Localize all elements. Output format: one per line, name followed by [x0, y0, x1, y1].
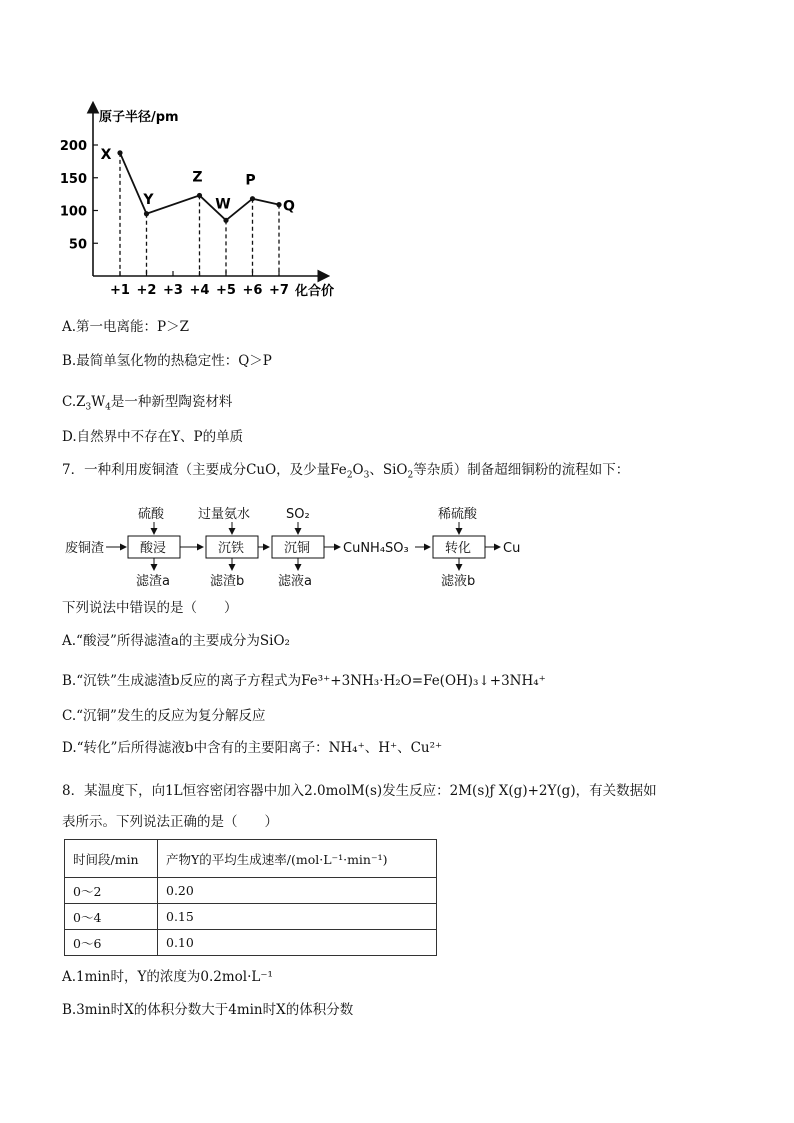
point-label: W	[215, 196, 231, 213]
x-tick-label: +7	[269, 283, 289, 298]
table-cell: 0.15	[158, 904, 437, 930]
flow-step-4-output: 滤液b	[441, 574, 476, 589]
data-point	[250, 196, 255, 201]
flow-step-2-output: 滤渣b	[210, 574, 245, 589]
q7-stem-sub2: 3	[363, 470, 370, 481]
table-header-cell: 产物Y的平均生成速率/(mol·L⁻¹·min⁻¹)	[158, 840, 437, 878]
table-cell: 0～2	[65, 878, 158, 904]
point-label: Q	[283, 198, 295, 215]
y-axis-label: 原子半径/pm	[99, 110, 179, 125]
y-tick-label: 150	[59, 171, 87, 187]
flow-end: Cu	[503, 541, 521, 556]
q6-c-mid: W	[91, 394, 106, 410]
point-label: Y	[143, 191, 154, 208]
table-cell: 0～6	[65, 930, 158, 956]
data-point	[117, 150, 122, 155]
q7-option-b: B.“沉铁”生成滤渣b反应的离子方程式为Fe³⁺+3NH₃·H₂O=Fe(OH)₃↓+3NH₄⁺	[62, 673, 546, 689]
data-point	[276, 202, 281, 207]
x-tick-label: +4	[189, 283, 210, 298]
flow-step-3-input: SO₂	[286, 507, 310, 522]
data-point	[223, 218, 228, 223]
q6-option-d: D.自然界中不存在Y、P的单质	[62, 429, 244, 445]
flow-step-1-output: 滤渣a	[136, 574, 170, 589]
point-label: Z	[192, 169, 203, 186]
table-row	[65, 878, 437, 904]
q7-stem-d: 等杂质）制备超细铜粉的流程如下：	[413, 462, 630, 478]
flow-start: 废铜渣	[65, 541, 105, 556]
q6-option-c	[62, 393, 232, 417]
q7-stem	[62, 461, 629, 485]
q7-question: 下列说法中错误的是（ ）	[62, 600, 238, 616]
y-tick-label: 50	[68, 237, 87, 253]
y-tick-label: 100	[59, 204, 87, 220]
point-label: P	[245, 172, 256, 189]
table-header-row	[65, 840, 437, 878]
process-flow-diagram	[60, 500, 540, 595]
flow-step-3: 沉铜	[284, 541, 311, 556]
q6-option-c-text: C.Z	[62, 394, 86, 410]
y-tick-label: 200	[59, 139, 87, 154]
table-header-cell: 时间段/min	[65, 840, 158, 878]
q6-option-a: A.第一电离能：P＞Z	[62, 319, 190, 335]
atomic-radius-chart	[55, 98, 355, 303]
flow-step-4: 转化	[445, 541, 472, 556]
q8-option-b: B.3min时X的体积分数大于4min时X的体积分数	[62, 1002, 354, 1018]
rate-table	[64, 839, 437, 956]
q6-c-sub2: 4	[105, 402, 111, 413]
x-tick-label: +5	[216, 283, 236, 298]
flow-step-2: 沉铁	[218, 541, 245, 556]
q8-stem-line1: 8．某温度下，向1L恒容密闭容器中加入2.0molM(s)发生反应：2M(s)ƒ X(g)+2Y(g)，有关数据如	[62, 783, 657, 799]
q6-c-sub1: 3	[85, 402, 92, 413]
x-tick-label: +1	[110, 283, 130, 298]
q8-stem-line2: 表所示。下列说法正确的是（ ）	[62, 814, 278, 830]
flow-step-4-input: 稀硫酸	[438, 507, 478, 522]
table-cell: 0.20	[158, 878, 437, 904]
x-axis-label: 化合价	[295, 284, 335, 299]
x-tick-label: +2	[136, 283, 157, 298]
q7-stem-sub3: 2	[407, 470, 414, 481]
point-label: X	[100, 146, 112, 163]
table-cell: 0.10	[158, 930, 437, 956]
q6-option-b: B.最简单氢化物的热稳定性：Q＞P	[62, 353, 272, 369]
flow-step-1-input: 硫酸	[138, 507, 165, 522]
table-row	[65, 904, 437, 930]
x-tick-label: +3	[163, 283, 183, 298]
flow-step-3-output: 滤液a	[278, 574, 312, 589]
table-row	[65, 930, 437, 956]
q7-stem-b: O	[352, 462, 364, 478]
q7-option-c: C.“沉铜”发生的反应为复分解反应	[62, 708, 266, 724]
x-tick-label: +6	[242, 283, 263, 298]
q7-option-a: A.“酸浸”所得滤渣a的主要成分为SiO₂	[62, 633, 290, 649]
flow-step-1: 酸浸	[140, 541, 167, 556]
table-cell: 0～4	[65, 904, 158, 930]
q7-stem-c: 、SiO	[369, 462, 408, 478]
q6-c-post: 是一种新型陶瓷材料	[110, 394, 233, 410]
q8-option-a: A.1min时，Y的浓度为0.2mol·L⁻¹	[62, 969, 273, 985]
q7-stem-a: 7．一种利用废铜渣（主要成分CuO，及少量Fe	[62, 462, 347, 478]
flow-step-2-input: 过量氨水	[198, 507, 251, 522]
flow-intermediate: CuNH₄SO₃	[343, 541, 409, 556]
q7-option-d: D.“转化”后所得滤液b中含有的主要阳离子：NH₄⁺、H⁺、Cu²⁺	[62, 740, 443, 756]
q7-stem-sub1: 2	[346, 470, 353, 481]
data-point	[144, 211, 149, 216]
data-point	[197, 193, 202, 198]
